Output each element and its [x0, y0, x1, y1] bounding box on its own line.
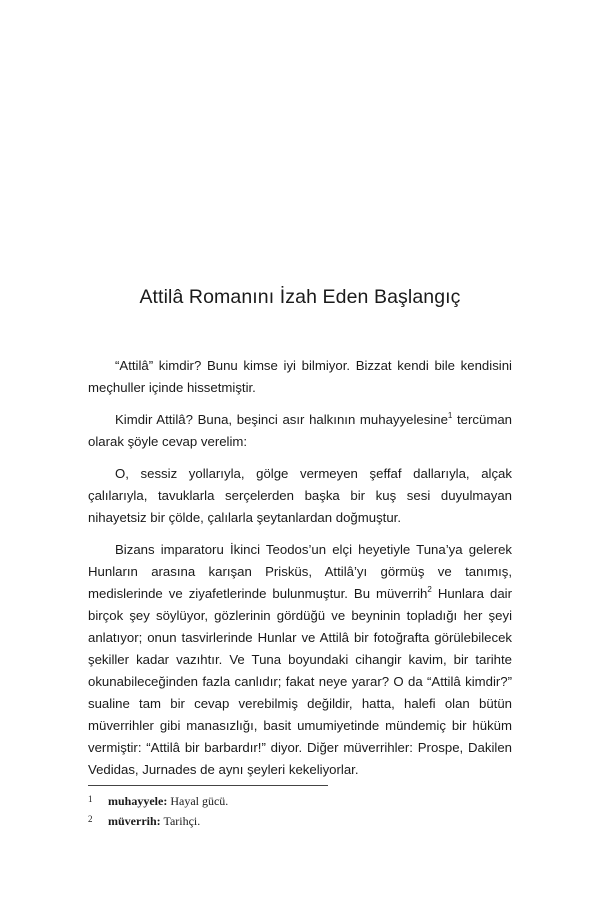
paragraph-text: Kimdir Attilâ? Buna, beşinci asır halkının muhayyelesine [115, 412, 448, 427]
footnote-term: müverrih: [108, 814, 161, 828]
footnote-number: 2 [88, 814, 93, 824]
footnote [88, 790, 512, 810]
paragraph-text: Hunlara dair birçok şey söylüyor, gözlerinin gördüğü ve beyninin topladığı her şeyi anlatıyor; onun tasvirlerinde Hunlar ve Attilâ bir fotoğrafta görülebilecek şekiller kadar vazıhtır. Ve Tuna boyundaki cihangir kavim, bir tarihte okunabileceğinden fazla canlıdır; fakat neye yarar? O da “Attilâ kimdir?” sualine tam bir cevap verebilmiş değildir, hatta, halefi olan bütün müverrihler gibi manasızlığı, basit umumiyetinde mündemiç bir hüküm vermiştir: “Attilâ bir barbardır!” diyor. Diğer müverrihler: Prospe, Dakilen Vedidas, Jurnades de aynı şeyleri kekeliyorlar. [88, 586, 512, 777]
footnote-number: 1 [88, 794, 93, 804]
chapter-title: Attilâ Romanını İzah Eden Başlangıç [139, 286, 461, 308]
footnote [88, 810, 512, 830]
paragraph [88, 463, 512, 529]
footnote-reference: 2 [427, 585, 432, 594]
paragraph [88, 409, 512, 453]
paragraph-text: Bizans imparatoru İkinci Teodos’un elçi heyetiyle Tuna’ya gelerek Hunların arasına karışan Prisküs, Attilâ’yı görmüş ve tanımış, medislerinde ve ziyafetlerinde bulunmuştur. Bu müverrih [88, 542, 512, 601]
footnotes [88, 790, 512, 830]
footnote-reference: 1 [447, 411, 453, 420]
paragraph-text: O, sessiz yollarıyla, gölge vermeyen şeffaf dallarıyla, alçak çalılarıyla, tavuklarla serçelerden başka bir kuş sesi duyulmayan nihayetsiz bir çölde, çalılarla şeytanlardan doğmuştur. [88, 466, 512, 525]
footnote-divider [88, 785, 328, 786]
paragraph [88, 539, 512, 781]
paragraph-text: “Attilâ” kimdir? Bunu kimse iyi bilmiyor. Bizzat kendi bile kendisini meçhuller içinde hissetmiştir. [88, 358, 512, 395]
paragraph-text: tercüman olarak şöyle cevap verelim: [88, 412, 512, 449]
body-text [88, 355, 512, 781]
footnote-definition: Hayal gücü. [170, 794, 229, 808]
paragraph [88, 355, 512, 399]
footnote-term: muhayyele: [108, 794, 168, 808]
footnote-definition: Tarihçi. [163, 814, 201, 828]
